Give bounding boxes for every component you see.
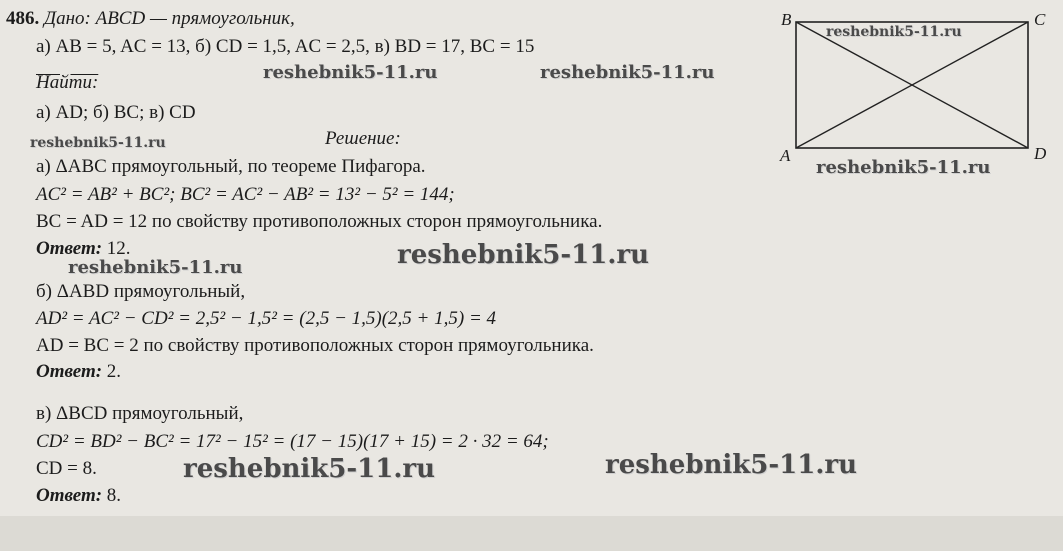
answer-value: 8. [102, 485, 122, 506]
answer-label: Ответ: [36, 485, 103, 506]
part-c-line-1: в) ΔBCD прямоугольный, [36, 403, 244, 424]
find-items: а) AD; б) BC; в) CD [36, 102, 196, 123]
answer-label: Ответ: [36, 361, 103, 382]
part-b-answer [36, 361, 121, 383]
given-variants: а) AB = 5, AC = 13, б) CD = 1,5, AC = 2,5, в) BD = 17, BC = 15 [36, 36, 535, 57]
part-a-line-3: BC = AD = 12 по свойству противоположных сторон прямоугольника. [36, 211, 603, 232]
page-bottom-margin [0, 516, 1063, 551]
part-a-line-2: AC² = AB² + BC²; BC² = AC² − AB² = 13² − 5² = 144; [36, 184, 455, 205]
watermark: reshebnik5-11.ru [605, 450, 858, 480]
part-b-line-2: AD² = AC² − CD² = 2,5² − 1,5² = (2,5 − 1,5)(2,5 + 1,5) = 4 [36, 308, 497, 329]
watermark: reshebnik5-11.ru [183, 454, 436, 484]
find-label: Найти: [36, 72, 99, 93]
answer-value: 12. [102, 238, 131, 259]
watermark: reshebnik5-11.ru [30, 135, 166, 151]
problem-number: 486. [6, 8, 40, 29]
vertex-c-label: C [1034, 10, 1046, 29]
part-b-line-3: AD = BC = 2 по свойству противоположных сторон прямоугольника. [36, 335, 594, 356]
watermark: reshebnik5-11.ru [826, 24, 962, 40]
given-text: ABCD — прямоугольник, [95, 8, 295, 29]
watermark: reshebnik5-11.ru [816, 157, 991, 178]
vertex-d-label: D [1034, 144, 1047, 163]
watermark: reshebnik5-11.ru [397, 240, 650, 270]
vertex-a-label: A [780, 146, 791, 165]
answer-label: Ответ: [36, 238, 103, 259]
watermark: reshebnik5-11.ru [540, 62, 715, 83]
part-b-line-1: б) ΔABD прямоугольный, [36, 281, 246, 302]
given-label: Дано: [44, 8, 91, 29]
part-a-line-1: а) ΔABC прямоугольный, по теореме Пифагора. [36, 156, 426, 177]
watermark: reshebnik5-11.ru [68, 257, 243, 278]
answer-value: 2. [102, 361, 122, 382]
part-c-answer [36, 485, 121, 507]
given-line [6, 8, 295, 30]
solution-heading: Решение: [325, 128, 401, 149]
part-c-line-2: CD² = BD² − BC² = 17² − 15² = (17 − 15)(17 + 15) = 2 · 32 = 64; [36, 431, 549, 452]
vertex-b-label: B [781, 10, 792, 29]
part-c-line-3: CD = 8. [36, 458, 97, 479]
watermark: reshebnik5-11.ru [263, 62, 438, 83]
